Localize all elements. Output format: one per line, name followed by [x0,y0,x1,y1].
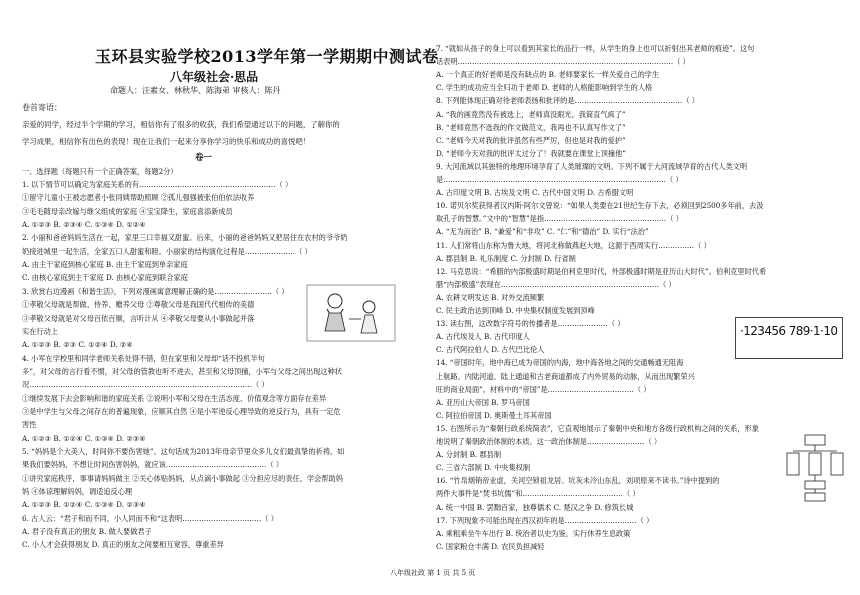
question-line: 15. 右图所示为“秦朝行政系统简表”，它直观地展示了秦朝中央和地方各级行政机构之间的关系，形象 [436,423,759,433]
question-line: 7. “就如从孩子的身上可以看到其家长的品行一样，从学生的身上也可以折射出其老师的痕迹”。这句 [436,44,755,53]
question-line: A. 郡县制 B. 礼乐制度 C. 分封制 D. 行省制 [436,253,576,263]
exam-title: 玉环县实验学校2013学年第一学期期中测试卷 [95,47,439,66]
question-line: 2. 小丽和爸爸妈妈生活在一起，家里三口幸福又甜蜜。后来，小丽的爸爸妈妈又把居住在农村的爷爷奶 [22,233,348,243]
question-line: C. “老师今天对我的批评虽然有些严厉，但也是对我的爱护” [436,135,626,145]
numerals-text: ·123456 789·1·10 [740,324,838,338]
numerals-figure [735,317,843,359]
question-line: C. 国家粮仓丰满 D. 农民负担减轻 [436,541,545,551]
exam-subtitle: 八年级社会·思品 [170,70,259,84]
question-line: 8. 下列能体现正确对待老师表扬和批评的是………………………………………（ ） [436,96,699,106]
question-line: A. 乘粗乘坐牛车出行 B. 统治者以史为鉴，实行休养生息政策 [436,528,631,538]
question-line: ③毛毛随母亲改嫁与继父组成的家庭 ④宝宝降生，家庭喜添新成员 [22,206,233,216]
question-line: C. 小人才会获得朋友 D. 真正的朋友之间要相互宽容，尊重差异 [22,540,224,550]
question-line: D. “老师今天对我的批评太过分了！我就要在课堂上顶撞他” [436,148,626,158]
question-line: A. 由主干家庭到核心家庭 B. 由主干家庭到单亲家庭 [22,260,188,270]
question-line: 14. “帝国时年，地中海已成为帝国的内海，地中海各地之间的交通畅通无阻海 [436,358,684,368]
question-line: 奶接进城里一起生活，全家五口人甜蜜和睦。小丽家的结构演化过程是…………………（ ） [22,246,312,256]
question-line: 5. “妈妈是个大美人，时间你不要伤害她”。这句话成为2013年母亲节里众多儿女们最真挚的祈祷。如 [22,447,345,456]
question-line: 话表明………………………………………………………………………………（ ） [436,57,690,67]
question-line: A. ①②③ B. ②③ C. ①②④ D. ②④ [22,340,133,350]
question-line: ①留守儿童小王被志愿者小张同姨帮助照顾 ②孤儿强强被张伯伯依法收养 [22,193,255,203]
cartoon-drawing [305,283,397,343]
question-line: 地说明了秦朝政治体制的本质。这一政治体制是……………………（ ） [436,437,662,446]
question-line: B. “老师竟然不选我的作文做范文，我再也不认真写作文了” [436,122,626,132]
question-line: ①继续发展下去会影响和谐的家庭关系 ②说明小军和父母在生活态度、价值观念等方面存在差异 [22,393,327,403]
question-line: 13. 读右图，这改数字符号的传播者是…………………（ ） [436,319,625,329]
section-label: 卷一 [195,153,213,163]
exam-authors: 命题人：汪素女、林秋华、陈海弟 审核人：陈丹 [110,86,281,95]
question-line: ①孝敬父母就是帮做、侍养、赡养父母 ②尊敬父母是我国代代相传的美德 [22,300,255,310]
greeting-label: 卷首寄语： [22,103,62,112]
question-line: A. 分封制 B. 郡县制 [436,450,502,460]
question-line: ③是中学生与父母之间存在的普遍现象，应顺其自然 ④是小军逆反心理导致的逆反行为，具有一定危 [22,406,341,416]
instructions: 一、选择题（每题只有一个正确答案，每题2分） [22,167,178,176]
question-line: 6. 古人云：“君子和而不同，小人同而不和“这表明……………………………（ ） [22,513,278,523]
question-line: C. 古代阿拉伯人 D. 古代巴比伦人 [436,345,545,355]
question-line: C. 学生的成功应当全归功于老师 D. 老师的人格能影响到学生的人格 [436,83,653,93]
question-line: A. “我的画竟然没有被选上，老师真没眼光，我简直气疯了” [436,109,626,119]
question-line: ③孝敬父母就是对父母百依百顺，言听计从 ④孝敬父母要从小事做起并落 [22,313,255,323]
qin-admin-diagram [785,433,845,503]
question-line: 16. “竹帛烟销帝业虚，关河空锁祖龙居。坑灰未冷山东乱，刘项原来不读书。”诗中提到的 [436,476,720,486]
question-line: ①讲究家庭秩序，事事请妈妈做主 ②关心体贴妈妈，从点滴小事做起 ③分担应尽的责任，学会帮助妈 [22,473,343,483]
question-line: 多”，对父母的言行看不惯，对父母的管教也听不进去，甚至和父母顶撞，小军与父母之间出现这种状 [22,366,342,376]
question-line: 3. 欣赏右边漫画《和谐生活》，下列对漫画寓意理解正确的是……………………（ ） [22,286,289,296]
question-line: 妈 ④体谅理解妈妈，调适追反心理 [22,487,133,497]
question-line: A. 农耕文明发达 B. 对外交流频繁 [436,292,545,302]
question-line: 腊“内部极盛”表现在…………………………………………………………（ ） [436,279,676,289]
question-line: A. ①②③ B. ①②④ C. ①③④ D. ②③④ [22,433,146,443]
question-line: 是…………………………………………………………………………………（ ） [436,175,683,184]
question-line: A. 亚历山大帝国 B. 罗马帝国 [436,397,530,407]
question-line: 12. 马克思说：“希腊的内部极盛时期是伯利克里时代，外部极盛时期是亚历山大时代”。伯利克里时代希 [436,266,767,276]
question-line: 10. 诺贝尔奖获得者汉内斯·阿尔文曾说：“如果人类要在21世纪生存下去，必须回到2500多年前，去汲 [436,201,764,211]
question-line: 9. 大河流域以其独特的地理环境孕育了人类璀璨的文明。下列不属于大河流域孕育的古代人类文明 [436,161,748,171]
question-line: A. ①②③ B. ②③④ C. ①③④ D. ①②④ [22,220,146,230]
page-footer: 八年级社政 第 1 页 共 5 页 [390,569,476,577]
question-line: A. 统一中国 B. 罢黜百家，独尊儒术 C. 楚汉之争 D. 修筑长城 [436,502,634,512]
question-line: A. “无为而治” B. “兼爱”和“非攻” C. “仁”和“德治” D. 实行“法治” [436,227,649,237]
question-line: 害性 [22,420,37,430]
question-line: A. 古代埃及人 B. 古代印度人 [436,332,530,342]
question-line: A. 君子没有真正的朋友 B. 做人要做君子 [22,527,152,537]
question-line: C. 由核心家庭到主干家庭 D. 由核心家庭到联合家庭 [22,273,188,283]
question-line: 果我们要妈妈，不想让时间伤害妈妈，就应该……………………………………（ ） [22,460,284,470]
question-line: 11. 人们常将山东称为鲁大地，将河北称做燕赵大地，这源于西周实行……………（ ） [436,240,711,250]
question-line: A. 古印度文明 B. 古埃及文明 C. 古代中国文明 D. 古希腊文明 [436,188,634,198]
question-line: 两件大事件是“焚书坑儒”和……………………………………（ ） [436,489,640,499]
question-line: 1. 以下情节可以确定为家庭关系的有…………………………………………………（ ） [22,180,293,189]
question-line: C. 三省六部制 D. 中央集权制 [436,463,531,473]
question-line: C. 阿拉伯帝国 D. 奥斯曼土耳其帝国 [436,410,552,420]
question-line: 上航路、内陆河道、陆上通道和古老商道都成了内外贸易的动脉，从而出现繁荣兴 [436,371,695,381]
greeting-message-2: 学习成果，相信你有出色的表现！现在让我们一起来分享你学习的快乐和成功的喜悦吧！ [22,137,311,146]
question-line: A. 一个真正的好老师是没有缺点的 B. 老师要家长一样关爱自己的学生 [436,70,660,80]
question-line: 况…………………………………………………………………………………（ ） [22,380,269,390]
question-line: 旺的商业局面”。材料中的“帝国”是………………………………（ ） [436,384,651,394]
question-line: 4. 小军在学校里和同学老师关系处得不错，但在家里和父母却“话不投机半句 [22,353,265,363]
greeting-message-1: 亲爱的同学，经过半个学期的学习，相信你有了很多的收获，我们希望通过以下的问题，了解你的 [22,120,340,129]
question-line: 17. 下列现象不可能出现在西汉初年的是…………………………（ ） [436,515,654,525]
question-line: A. ①②③ B. ①②④ C. ①③④ D. ②③④ [22,500,146,510]
question-line: C. 民主政治达到顶峰 D. 中央集权制度发展到顶峰 [436,306,595,315]
cartoon-image [305,283,397,343]
question-line: 取孔子的智慧。”文中的“智慧”是指……………………………………………（ ） [436,214,683,224]
question-line: 实在行动上 [22,326,58,336]
